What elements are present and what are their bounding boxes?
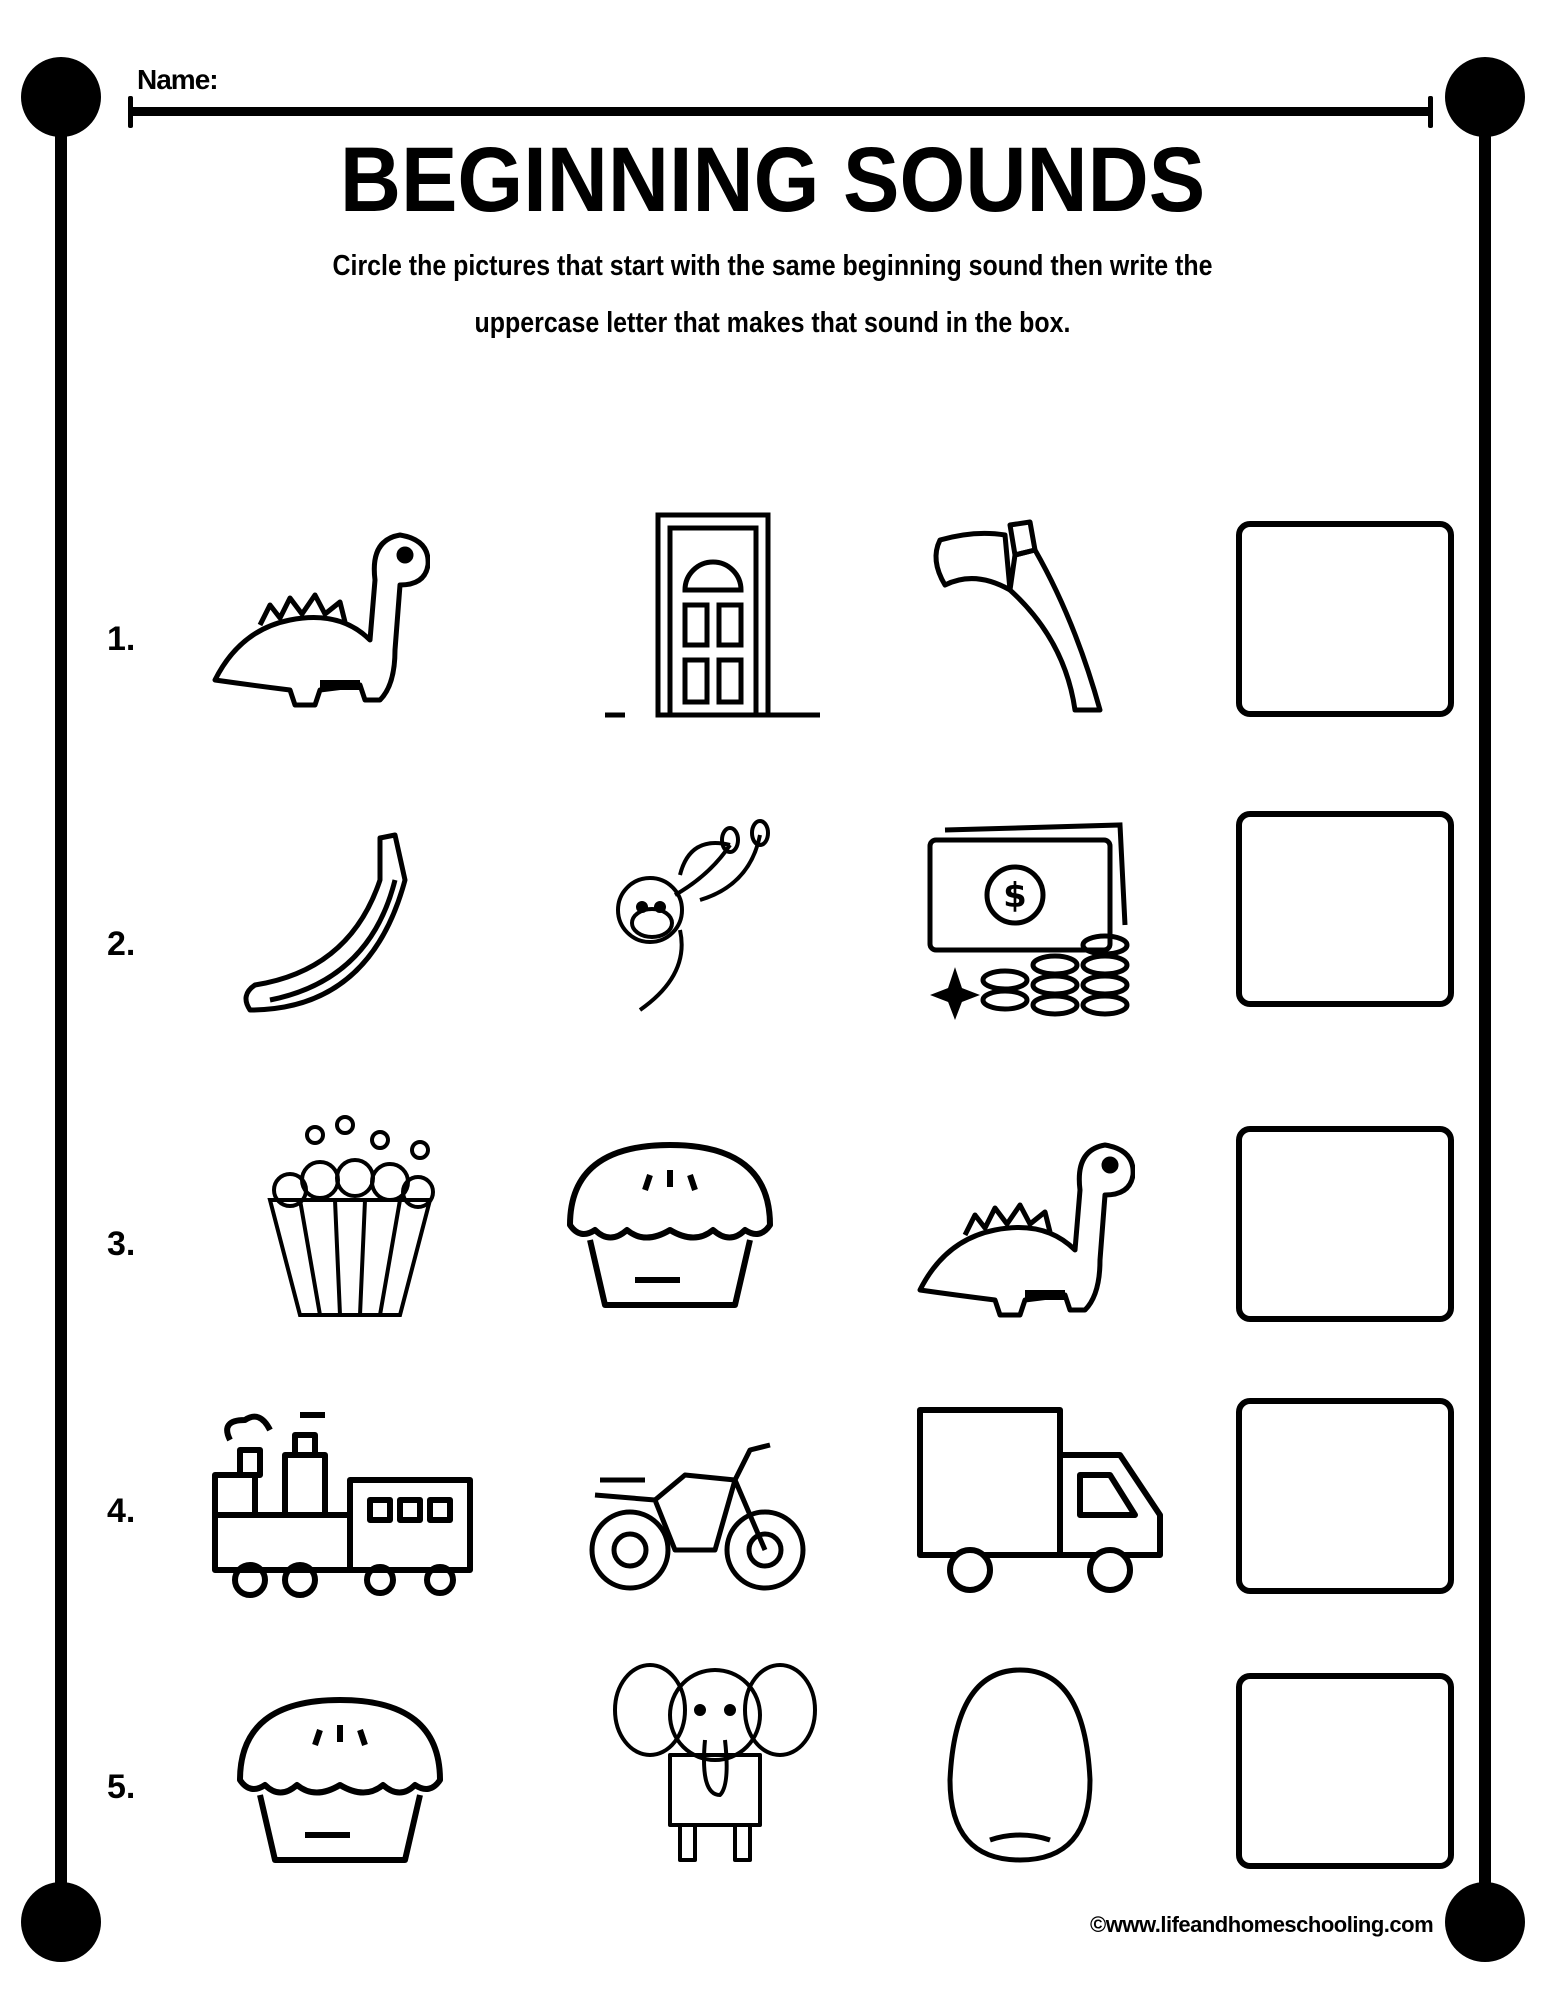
banana-picture[interactable]: [230, 820, 460, 1030]
motorcycle-picture[interactable]: [585, 1400, 815, 1610]
name-input-line[interactable]: [130, 107, 1430, 116]
monkey-icon: [590, 815, 820, 1025]
frame-rail-left: [55, 96, 67, 1922]
axe-picture[interactable]: [915, 510, 1145, 720]
door-icon: [600, 510, 830, 720]
svg-text:$: $: [1003, 876, 1027, 916]
truck-picture[interactable]: [910, 1395, 1170, 1605]
pie-picture[interactable]: [225, 1670, 455, 1880]
copyright-icon: ©: [1090, 1912, 1106, 1937]
name-line-cap-right: [1428, 96, 1433, 128]
instructions-line-1: Circle the pictures that start with the same beginning sound then write the: [332, 250, 1213, 282]
website-link[interactable]: www.lifeandhomeschooling.com: [1105, 1912, 1434, 1937]
door-picture[interactable]: [600, 510, 830, 720]
row-number: 5.: [107, 1768, 136, 1806]
train-icon: [200, 1400, 480, 1610]
pie-picture[interactable]: [555, 1115, 785, 1325]
popcorn-picture[interactable]: [240, 1110, 470, 1320]
frame-rail-right: [1479, 96, 1491, 1922]
monkey-picture[interactable]: [590, 815, 820, 1025]
answer-box[interactable]: [1236, 1398, 1454, 1594]
answer-box[interactable]: [1236, 1673, 1454, 1869]
pie-icon: [225, 1670, 455, 1880]
answer-box[interactable]: [1236, 811, 1454, 1007]
money-picture[interactable]: [915, 815, 1145, 1025]
answer-box[interactable]: [1236, 521, 1454, 717]
row-number: 4.: [107, 1492, 136, 1530]
egg-icon: [905, 1660, 1135, 1870]
instructions-line-2: uppercase letter that makes that sound in the box.: [474, 307, 1071, 339]
dinosaur-picture[interactable]: [905, 1120, 1135, 1330]
elephant-picture[interactable]: [600, 1655, 830, 1865]
row-number: 2.: [107, 925, 136, 963]
motorcycle-icon: [585, 1400, 815, 1610]
dinosaur-icon: [905, 1120, 1135, 1330]
answer-box[interactable]: [1236, 1126, 1454, 1322]
egg-picture[interactable]: [905, 1660, 1135, 1870]
pie-icon: [555, 1115, 785, 1325]
page-title: BEGINNING SOUNDS: [339, 129, 1206, 231]
name-line-cap-left: [128, 96, 133, 128]
truck-icon: [910, 1395, 1170, 1605]
money-icon: [915, 815, 1145, 1025]
banana-icon: [230, 820, 460, 1030]
dinosaur-picture[interactable]: [200, 510, 430, 720]
elephant-icon: [600, 1655, 830, 1865]
train-picture[interactable]: [200, 1400, 480, 1610]
row-number: 1.: [107, 620, 136, 658]
row-number: 3.: [107, 1225, 136, 1263]
dinosaur-icon: [200, 510, 430, 720]
popcorn-icon: [240, 1110, 470, 1320]
axe-icon: [915, 510, 1145, 720]
footer-credit: [1090, 1912, 1433, 1938]
name-label: Name:: [137, 64, 218, 95]
